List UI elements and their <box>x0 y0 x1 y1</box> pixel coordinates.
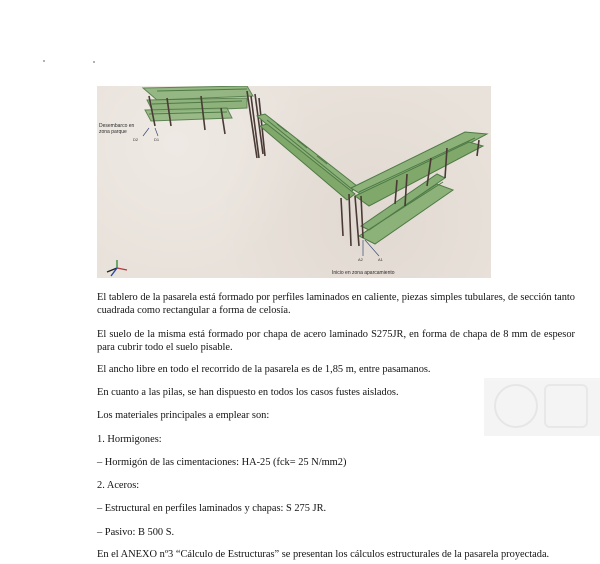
figure-label-parking-start: Inicio en zona aparcamiento <box>332 270 395 276</box>
stamp-box-icon <box>544 384 588 428</box>
paragraph-floor-description: El suelo de la misma está formado por chapa de acero laminado S275JR, en forma de chapa de 8 mm de espesor para cubrir todo el suelo pisable. <box>97 329 575 353</box>
faded-stamp <box>484 378 600 436</box>
left-platform <box>143 86 253 121</box>
paragraph-free-width: El ancho libre en todo el recorrido de la pasarela es de 1,85 m, entre pasamanos. <box>97 364 431 375</box>
stamp-seal-icon <box>494 384 538 428</box>
paragraph-materials-intro: Los materiales principales a emplear son: <box>97 410 270 421</box>
list-heading-concrete: 1. Hormigones: <box>97 434 162 445</box>
list-item-structural-steel: – Estructural en perfiles laminados y chapas: S 275 JR. <box>97 503 327 514</box>
list-item-foundation-concrete: – Hormigón de las cimentaciones: HA-25 (fck= 25 N/mm2) <box>97 457 347 468</box>
footbridge-3d-figure <box>97 86 491 278</box>
paragraph-piers: En cuanto a las pilas, se han dispuesto en todos los casos fustes aislados. <box>97 387 399 398</box>
list-heading-steel: 2. Aceros: <box>97 480 140 491</box>
footbridge-structure-drawing <box>97 86 491 278</box>
paragraph-deck-description: El tablero de la pasarela está formado por perfiles laminados en caliente, piezas simples tubulares, de sección tanto cuadrada como rectangular a forma de celosía. <box>97 292 575 316</box>
paragraph-annex-reference: En el ANEXO nº3 “Cálculo de Estructuras” se presentan los cálculos estructurales de la pasarela proyectada. <box>97 549 550 560</box>
figure-label-park-landing: Desembarco en zona parque <box>99 123 135 135</box>
support-tag-a1: A1 <box>378 257 383 262</box>
support-tag-a2: A2 <box>358 257 363 262</box>
list-item-passive-steel: – Pasivo: B 500 S. <box>97 527 175 538</box>
support-tag-d2: D2 <box>133 137 139 142</box>
support-tag-d1: D1 <box>154 137 160 142</box>
ramp-truss <box>257 114 357 200</box>
scan-speck <box>43 60 45 62</box>
xyz-axis-icon <box>107 260 127 276</box>
scan-speck <box>93 61 95 63</box>
